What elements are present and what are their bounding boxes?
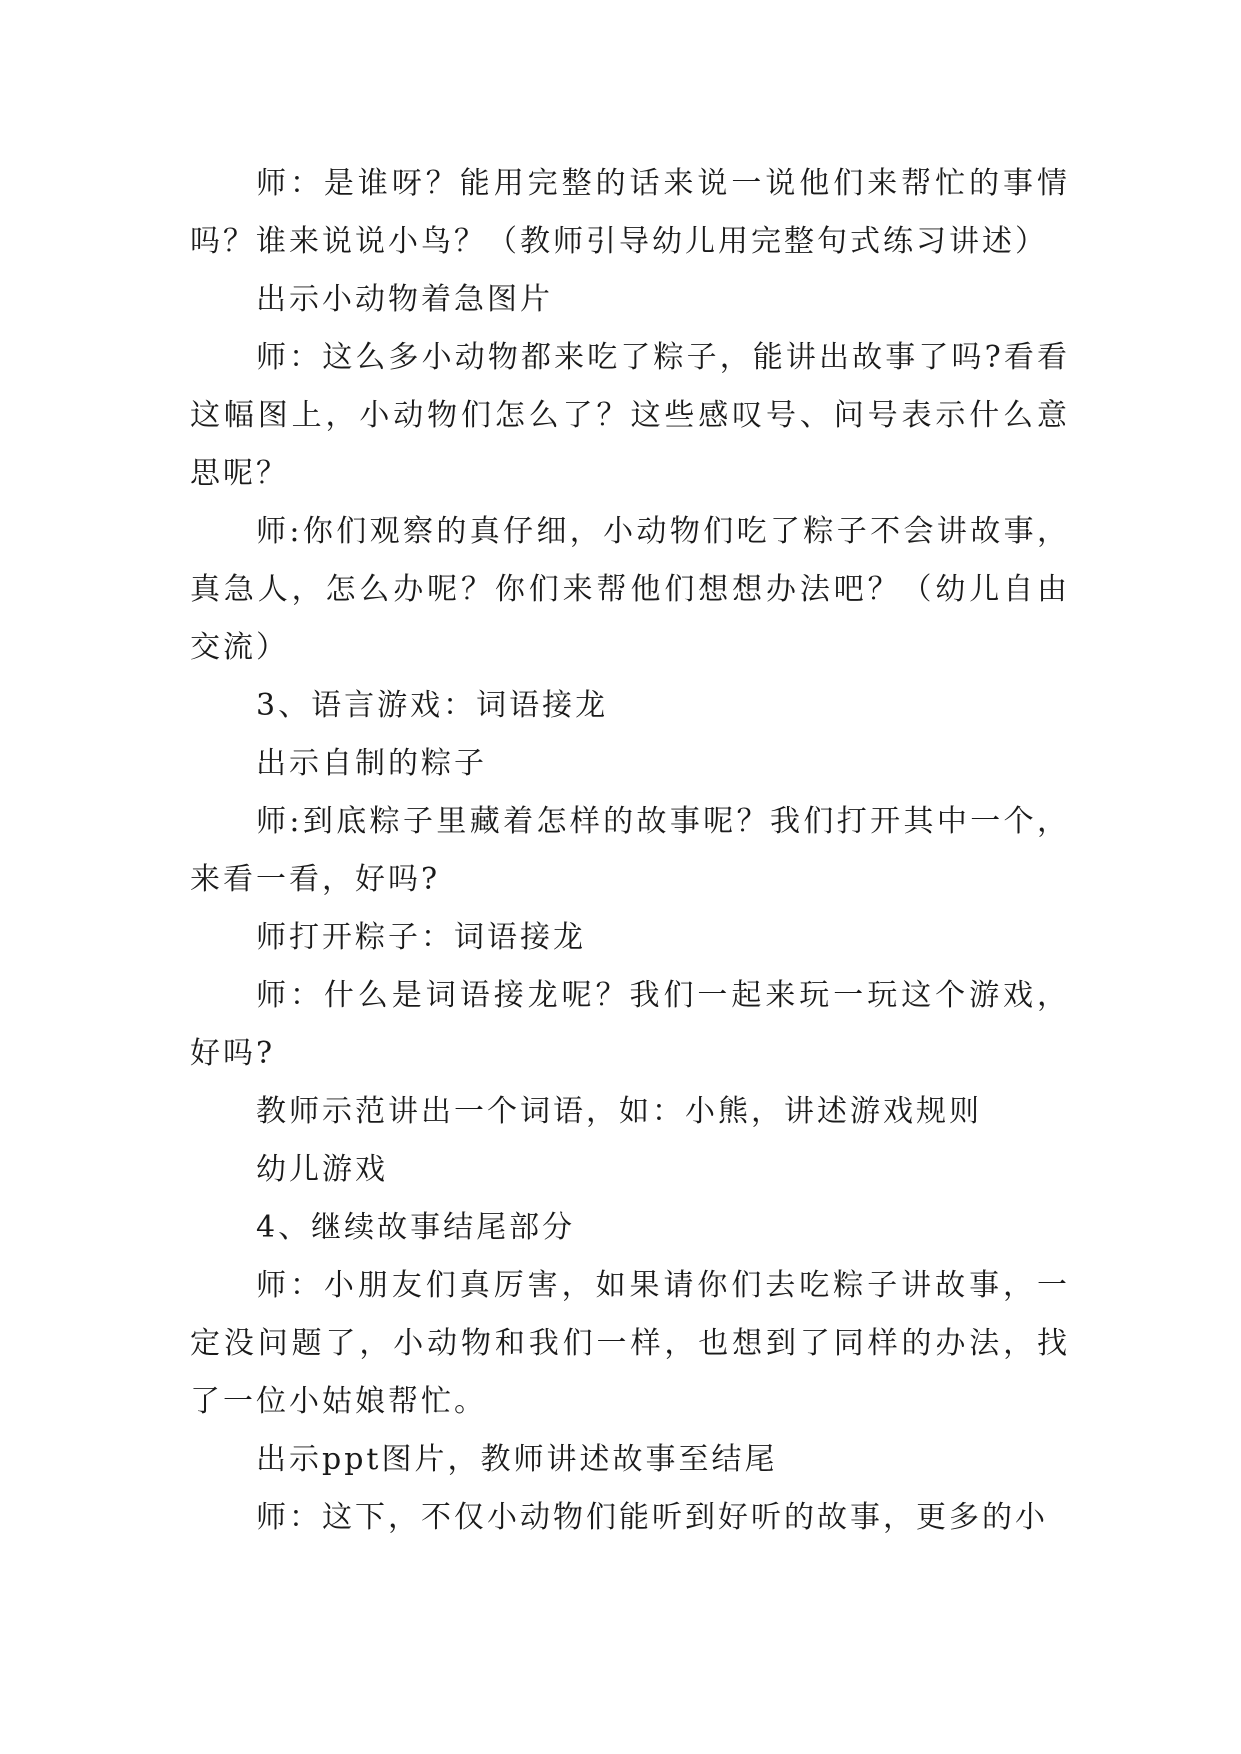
paragraph: 出示小动物着急图片 [256, 282, 553, 317]
paragraph: 师：什么是词语接龙呢？我们一起来玩一玩这个游戏，好吗? [190, 978, 1070, 1071]
paragraph: 师：是谁呀？能用完整的话来说一说他们来帮忙的事情吗？谁来说说小鸟？（教师引导幼儿用完整句式练习讲述） [190, 166, 1070, 259]
document-body [190, 155, 1070, 1547]
section-heading: 3、语言游戏：词语接龙 [256, 688, 609, 723]
paragraph: 教师示范讲出一个词语，如：小熊，讲述游戏规则 [256, 1094, 982, 1129]
paragraph: 出示ppt图片，教师讲述故事至结尾 [256, 1442, 778, 1477]
paragraph: 师:你们观察的真仔细，小动物们吃了粽子不会讲故事，真急人，怎么办呢？你们来帮他们想想办法吧？（幼儿自由交流） [190, 514, 1070, 665]
section-heading: 4、继续故事结尾部分 [256, 1210, 576, 1245]
paragraph: 师打开粽子：词语接龙 [256, 920, 586, 955]
paragraph: 出示自制的粽子 [256, 746, 487, 781]
paragraph: 幼儿游戏 [256, 1152, 388, 1187]
paragraph: 师：小朋友们真厉害，如果请你们去吃粽子讲故事，一定没问题了，小动物和我们一样，也想到了同样的办法，找了一位小姑娘帮忙。 [190, 1268, 1070, 1419]
paragraph: 师：这么多小动物都来吃了粽子，能讲出故事了吗?看看这幅图上，小动物们怎么了？这些感叹号、问号表示什么意思呢？ [190, 340, 1070, 491]
paragraph: 师：这下，不仅小动物们能听到好听的故事，更多的小 [256, 1500, 1048, 1535]
paragraph: 师:到底粽子里藏着怎样的故事呢？我们打开其中一个，来看一看，好吗? [190, 804, 1070, 897]
